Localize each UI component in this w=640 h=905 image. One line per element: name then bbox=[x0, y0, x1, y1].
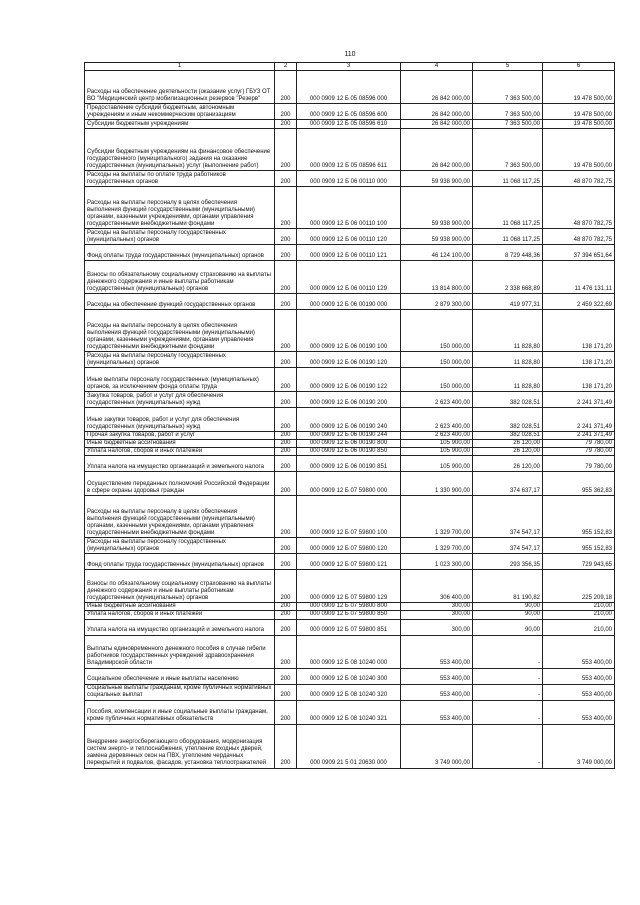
row-approved-amount: 300,00 bbox=[401, 603, 473, 611]
row-remaining-amount: 553 400,00 bbox=[543, 700, 615, 724]
row-budget-code: 200 bbox=[275, 432, 297, 440]
row-approved-amount: 2 623 400,00 bbox=[401, 392, 473, 408]
row-classification-code: 000 0909 12 Б 05 08596 600 bbox=[297, 104, 401, 120]
row-budget-code: 200 bbox=[275, 129, 297, 171]
row-budget-code: 200 bbox=[275, 171, 297, 187]
table-row bbox=[85, 684, 615, 700]
budget-table bbox=[84, 62, 615, 769]
row-budget-code: 200 bbox=[275, 104, 297, 120]
row-budget-code: 200 bbox=[275, 392, 297, 408]
row-classification-code: 000 0909 21 5 01 20630 000 bbox=[297, 724, 401, 768]
row-budget-code: 200 bbox=[275, 261, 297, 294]
row-executed-amount: - bbox=[473, 668, 543, 684]
row-budget-code: 200 bbox=[275, 440, 297, 448]
row-remaining-amount: 210,00 bbox=[543, 619, 615, 635]
row-classification-code: 000 0909 12 Б 06 00190 244 bbox=[297, 432, 401, 440]
table-row bbox=[85, 392, 615, 408]
row-approved-amount: 1 329 700,00 bbox=[401, 538, 473, 554]
table-row bbox=[85, 294, 615, 310]
row-classification-code: 000 0909 12 Б 08 10240 320 bbox=[297, 684, 401, 700]
table-row bbox=[85, 668, 615, 684]
row-approved-amount: 26 842 000,00 bbox=[401, 71, 473, 104]
row-executed-amount: 7 363 500,00 bbox=[473, 71, 543, 104]
row-description: Предоставление субсидий бюджетным, автономным учреждениям и иным некоммерческим организациям bbox=[85, 104, 275, 120]
table-row bbox=[85, 570, 615, 603]
row-description: Иные выплаты персоналу государственных (муниципальных) органов, за исключением фонда оплаты труда bbox=[85, 368, 275, 392]
table-row bbox=[85, 120, 615, 129]
row-approved-amount: 2 623 400,00 bbox=[401, 432, 473, 440]
row-description: Внедрение энергосберегающего оборудования, модернизация систем энерго- и теплоснабжения, утепление входных дверей, замена деревянных окон на ПВХ, утепление чердачных перекрытий и подвалов, фасадов, установка теплоотражателей bbox=[85, 724, 275, 768]
row-description: Уплата налога на имущество организаций и земельного налога bbox=[85, 619, 275, 635]
header-cell: 1 bbox=[85, 63, 275, 71]
row-approved-amount: 13 814 800,00 bbox=[401, 261, 473, 294]
row-classification-code: 000 0909 12 Б 07 59800 129 bbox=[297, 570, 401, 603]
row-approved-amount: 26 842 000,00 bbox=[401, 120, 473, 129]
row-approved-amount: 59 938 900,00 bbox=[401, 229, 473, 245]
table-row bbox=[85, 104, 615, 120]
table-row bbox=[85, 496, 615, 538]
row-description: Расходы на выплаты персоналу государственных (муниципальных) органов bbox=[85, 352, 275, 368]
row-approved-amount: 26 842 000,00 bbox=[401, 104, 473, 120]
row-remaining-amount: 955 152,83 bbox=[543, 538, 615, 554]
table-row bbox=[85, 635, 615, 668]
row-budget-code: 200 bbox=[275, 294, 297, 310]
row-approved-amount: 1 330 900,00 bbox=[401, 472, 473, 496]
row-executed-amount: 11 828,80 bbox=[473, 352, 543, 368]
row-remaining-amount: 3 749 000,00 bbox=[543, 724, 615, 768]
row-approved-amount: 1 329 700,00 bbox=[401, 496, 473, 538]
row-executed-amount: 7 363 500,00 bbox=[473, 104, 543, 120]
table-row bbox=[85, 129, 615, 171]
table-header-row bbox=[85, 63, 615, 71]
row-classification-code: 000 0909 12 Б 08 10240 000 bbox=[297, 635, 401, 668]
row-approved-amount: 2 623 400,00 bbox=[401, 408, 473, 432]
row-budget-code: 200 bbox=[275, 603, 297, 611]
row-budget-code: 200 bbox=[275, 120, 297, 129]
table-row bbox=[85, 187, 615, 229]
row-executed-amount: 8 729 448,36 bbox=[473, 245, 543, 261]
row-executed-amount: 11 828,80 bbox=[473, 368, 543, 392]
row-description: Расходы на обеспечение деятельности (оказание услуг) ГБУЗ ОТ ВО "Медицинский центр мобилизационных резервов "Резерв" bbox=[85, 71, 275, 104]
row-executed-amount: 90,00 bbox=[473, 603, 543, 611]
row-approved-amount: 553 400,00 bbox=[401, 684, 473, 700]
row-budget-code: 200 bbox=[275, 472, 297, 496]
row-classification-code: 000 0909 12 Б 06 00110 100 bbox=[297, 187, 401, 229]
row-approved-amount: 150 000,00 bbox=[401, 368, 473, 392]
row-classification-code: 000 0909 12 Б 08 10240 321 bbox=[297, 700, 401, 724]
table-row bbox=[85, 432, 615, 440]
row-classification-code: 000 0909 12 Б 06 00190 850 bbox=[297, 448, 401, 456]
row-budget-code: 200 bbox=[275, 570, 297, 603]
table-row bbox=[85, 408, 615, 432]
row-executed-amount: 374 547,17 bbox=[473, 538, 543, 554]
row-classification-code: 000 0909 12 Б 06 00110 129 bbox=[297, 261, 401, 294]
row-description: Взносы по обязательному социальному страхованию на выплаты денежного содержания и иные выплаты работникам государственных (муниципальных) органов bbox=[85, 570, 275, 603]
row-classification-code: 000 0909 12 Б 06 00190 800 bbox=[297, 440, 401, 448]
table-row bbox=[85, 472, 615, 496]
row-description: Расходы на выплаты персоналу государственных (муниципальных) органов bbox=[85, 229, 275, 245]
row-budget-code: 200 bbox=[275, 245, 297, 261]
row-remaining-amount: 138 171,20 bbox=[543, 368, 615, 392]
row-classification-code: 000 0909 12 Б 07 59800 851 bbox=[297, 619, 401, 635]
row-description: Социальные выплаты гражданам, кроме публичных нормативных социальных выплат bbox=[85, 684, 275, 700]
row-executed-amount: 11 068 117,25 bbox=[473, 187, 543, 229]
row-remaining-amount: 553 400,00 bbox=[543, 635, 615, 668]
row-classification-code: 000 0909 12 Б 07 59800 850 bbox=[297, 611, 401, 619]
row-executed-amount: 81 190,82 bbox=[473, 570, 543, 603]
row-description: Уплата налогов, сборов и иных платежей bbox=[85, 611, 275, 619]
table-row bbox=[85, 448, 615, 456]
row-remaining-amount: 79 780,00 bbox=[543, 456, 615, 472]
row-remaining-amount: 19 478 500,00 bbox=[543, 120, 615, 129]
row-remaining-amount: 210,00 bbox=[543, 603, 615, 611]
row-approved-amount: 105 900,00 bbox=[401, 448, 473, 456]
row-remaining-amount: 955 152,83 bbox=[543, 496, 615, 538]
table-row bbox=[85, 229, 615, 245]
row-approved-amount: 105 900,00 bbox=[401, 456, 473, 472]
row-approved-amount: 553 400,00 bbox=[401, 700, 473, 724]
row-classification-code: 000 0909 12 Б 06 00110 120 bbox=[297, 229, 401, 245]
row-description: Расходы на выплаты персоналу в целях обеспечения выполнения функций государственными (муниципальными) органами, казенными учреждениями, органами управления государственными внебюджетными фондами bbox=[85, 310, 275, 352]
header-cell: 5 bbox=[473, 63, 543, 71]
row-executed-amount: 90,00 bbox=[473, 619, 543, 635]
page-number: 110 bbox=[344, 51, 356, 58]
row-budget-code: 200 bbox=[275, 700, 297, 724]
header-cell: 6 bbox=[543, 63, 615, 71]
row-remaining-amount: 48 870 782,75 bbox=[543, 171, 615, 187]
row-description: Расходы на выплаты персоналу в целях обеспечения выполнения функций государственными (муниципальными) органами, казенными учреждениями, органами управления государственными внебюджетными фондами bbox=[85, 187, 275, 229]
row-executed-amount: 7 363 500,00 bbox=[473, 120, 543, 129]
table-row bbox=[85, 619, 615, 635]
row-executed-amount: 11 068 117,25 bbox=[473, 229, 543, 245]
row-executed-amount: - bbox=[473, 684, 543, 700]
row-remaining-amount: 225 209,18 bbox=[543, 570, 615, 603]
row-executed-amount: - bbox=[473, 635, 543, 668]
table-row bbox=[85, 724, 615, 768]
row-remaining-amount: 11 476 131,11 bbox=[543, 261, 615, 294]
row-approved-amount: 59 938 900,00 bbox=[401, 187, 473, 229]
row-description: Расходы на выплаты персоналу в целях обеспечения выполнения функций государственными (муниципальными) органами, казенными учреждениями, органами управления государственными внебюджетными фондами bbox=[85, 496, 275, 538]
row-budget-code: 200 bbox=[275, 684, 297, 700]
row-remaining-amount: 19 478 500,00 bbox=[543, 71, 615, 104]
row-description: Взносы по обязательному социальному страхованию на выплаты денежного содержания и иные выплаты работникам государственных (муниципальных) органов bbox=[85, 261, 275, 294]
row-budget-code: 200 bbox=[275, 352, 297, 368]
row-executed-amount: 11 068 117,25 bbox=[473, 171, 543, 187]
row-description: Уплата налога на имущество организаций и земельного налога bbox=[85, 456, 275, 472]
row-approved-amount: 150 000,00 bbox=[401, 352, 473, 368]
table-row bbox=[85, 352, 615, 368]
row-approved-amount: 46 124 100,00 bbox=[401, 245, 473, 261]
row-remaining-amount: 2 241 371,49 bbox=[543, 408, 615, 432]
row-description: Социальное обеспечение и иные выплаты населению bbox=[85, 668, 275, 684]
row-remaining-amount: 37 394 651,64 bbox=[543, 245, 615, 261]
row-budget-code: 200 bbox=[275, 229, 297, 245]
table-row bbox=[85, 245, 615, 261]
row-budget-code: 200 bbox=[275, 368, 297, 392]
row-remaining-amount: 79 780,00 bbox=[543, 440, 615, 448]
row-description: Расходы на выплаты персоналу государственных (муниципальных) органов bbox=[85, 538, 275, 554]
row-remaining-amount: 19 478 500,00 bbox=[543, 129, 615, 171]
row-approved-amount: 105 900,00 bbox=[401, 440, 473, 448]
row-description: Фонд оплаты труда государственных (муниципальных) органов bbox=[85, 554, 275, 570]
row-description: Закупка товаров, работ и услуг для обеспечения государственных (муниципальных) нужд bbox=[85, 392, 275, 408]
row-remaining-amount: 2 241 371,49 bbox=[543, 392, 615, 408]
row-description: Уплата налогов, сборов и иных платежей bbox=[85, 448, 275, 456]
row-classification-code: 000 0909 12 Б 06 00110 000 bbox=[297, 171, 401, 187]
row-description: Фонд оплаты труда государственных (муниципальных) органов bbox=[85, 245, 275, 261]
row-budget-code: 200 bbox=[275, 611, 297, 619]
row-executed-amount: 382 028,51 bbox=[473, 392, 543, 408]
row-executed-amount: - bbox=[473, 700, 543, 724]
row-classification-code: 000 0909 12 Б 07 59800 000 bbox=[297, 472, 401, 496]
row-classification-code: 000 0909 12 Б 07 59800 100 bbox=[297, 496, 401, 538]
table-row bbox=[85, 71, 615, 104]
row-classification-code: 000 0909 12 Б 06 00190 851 bbox=[297, 456, 401, 472]
row-remaining-amount: 79 780,00 bbox=[543, 448, 615, 456]
row-approved-amount: 553 400,00 bbox=[401, 635, 473, 668]
table-row bbox=[85, 538, 615, 554]
row-classification-code: 000 0909 12 Б 06 00110 121 bbox=[297, 245, 401, 261]
row-description: Субсидии бюджетным учреждениям bbox=[85, 120, 275, 129]
row-remaining-amount: 729 943,65 bbox=[543, 554, 615, 570]
row-approved-amount: 306 400,00 bbox=[401, 570, 473, 603]
row-description: Расходы на выплаты по оплате труда работников государственных органов bbox=[85, 171, 275, 187]
row-budget-code: 200 bbox=[275, 554, 297, 570]
row-executed-amount: 293 356,35 bbox=[473, 554, 543, 570]
row-description: Субсидии бюджетным учреждениям на финансовое обеспечение государственного (муниципального) задания на оказание государственных (муниципальных) услуг (выполнение работ) bbox=[85, 129, 275, 171]
row-description: Иные бюджетные ассигнования bbox=[85, 603, 275, 611]
row-classification-code: 000 0909 12 Б 06 00190 200 bbox=[297, 392, 401, 408]
row-description: Расходы на обеспечение функций государственных органов bbox=[85, 294, 275, 310]
row-executed-amount: 26 120,00 bbox=[473, 448, 543, 456]
row-classification-code: 000 0909 12 Б 07 59800 800 bbox=[297, 603, 401, 611]
row-classification-code: 000 0909 12 Б 07 59800 120 bbox=[297, 538, 401, 554]
row-classification-code: 000 0909 12 Б 06 00190 000 bbox=[297, 294, 401, 310]
row-remaining-amount: 2 241 371,49 bbox=[543, 432, 615, 440]
row-executed-amount: - bbox=[473, 724, 543, 768]
table-row bbox=[85, 611, 615, 619]
row-approved-amount: 59 938 900,00 bbox=[401, 171, 473, 187]
table-row bbox=[85, 700, 615, 724]
table-row bbox=[85, 554, 615, 570]
row-executed-amount: 374 637,17 bbox=[473, 472, 543, 496]
header-cell: 4 bbox=[401, 63, 473, 71]
row-description: Осуществление переданных полномочий Российской Федерации в сфере охраны здоровья граждан bbox=[85, 472, 275, 496]
row-classification-code: 000 0909 12 Б 06 00190 240 bbox=[297, 408, 401, 432]
row-approved-amount: 1 023 300,00 bbox=[401, 554, 473, 570]
row-executed-amount: 382 028,51 bbox=[473, 408, 543, 432]
row-description: Иные закупки товаров, работ и услуг для обеспечения государственных (муниципальных) нужд bbox=[85, 408, 275, 432]
row-classification-code: 000 0909 12 Б 05 08596 000 bbox=[297, 71, 401, 104]
table-row bbox=[85, 368, 615, 392]
row-approved-amount: 300,00 bbox=[401, 619, 473, 635]
table-row bbox=[85, 440, 615, 448]
row-budget-code: 200 bbox=[275, 668, 297, 684]
row-classification-code: 000 0909 12 Б 05 08596 610 bbox=[297, 120, 401, 129]
table-row bbox=[85, 456, 615, 472]
row-remaining-amount: 48 870 782,75 bbox=[543, 229, 615, 245]
row-remaining-amount: 955 362,83 bbox=[543, 472, 615, 496]
row-remaining-amount: 138 171,20 bbox=[543, 310, 615, 352]
row-remaining-amount: 138 171,20 bbox=[543, 352, 615, 368]
row-executed-amount: 26 120,00 bbox=[473, 456, 543, 472]
table-row bbox=[85, 261, 615, 294]
row-budget-code: 200 bbox=[275, 635, 297, 668]
row-classification-code: 000 0909 12 Б 06 00190 120 bbox=[297, 352, 401, 368]
row-classification-code: 000 0909 12 Б 06 00190 122 bbox=[297, 368, 401, 392]
row-remaining-amount: 48 870 782,75 bbox=[543, 187, 615, 229]
row-approved-amount: 553 400,00 bbox=[401, 668, 473, 684]
row-executed-amount: 374 547,17 bbox=[473, 496, 543, 538]
row-budget-code: 200 bbox=[275, 456, 297, 472]
row-approved-amount: 300,00 bbox=[401, 611, 473, 619]
row-approved-amount: 2 879 300,00 bbox=[401, 294, 473, 310]
row-executed-amount: 7 363 500,00 bbox=[473, 129, 543, 171]
row-budget-code: 200 bbox=[275, 408, 297, 432]
row-budget-code: 200 bbox=[275, 71, 297, 104]
row-description: Иные бюджетные ассигнования bbox=[85, 440, 275, 448]
row-budget-code: 200 bbox=[275, 448, 297, 456]
table-row bbox=[85, 171, 615, 187]
row-remaining-amount: 19 478 500,00 bbox=[543, 104, 615, 120]
row-executed-amount: 26 120,00 bbox=[473, 440, 543, 448]
row-budget-code: 200 bbox=[275, 538, 297, 554]
row-executed-amount: 382 028,51 bbox=[473, 432, 543, 440]
row-description: Прочая закупка товаров, работ и услуг bbox=[85, 432, 275, 440]
row-budget-code: 200 bbox=[275, 619, 297, 635]
row-classification-code: 000 0909 12 Б 06 00190 100 bbox=[297, 310, 401, 352]
row-approved-amount: 150 000,00 bbox=[401, 310, 473, 352]
row-budget-code: 200 bbox=[275, 310, 297, 352]
row-remaining-amount: 2 459 322,69 bbox=[543, 294, 615, 310]
row-classification-code: 000 0909 12 Б 05 08596 611 bbox=[297, 129, 401, 171]
row-budget-code: 200 bbox=[275, 496, 297, 538]
header-cell: 2 bbox=[275, 63, 297, 71]
row-description: Пособия, компенсации и иные социальные выплаты гражданам, кроме публичных нормативных обязательств bbox=[85, 700, 275, 724]
row-remaining-amount: 553 400,00 bbox=[543, 668, 615, 684]
table-row bbox=[85, 603, 615, 611]
row-remaining-amount: 210,00 bbox=[543, 611, 615, 619]
row-executed-amount: 90,00 bbox=[473, 611, 543, 619]
row-executed-amount: 11 828,80 bbox=[473, 310, 543, 352]
row-budget-code: 200 bbox=[275, 187, 297, 229]
row-budget-code: 200 bbox=[275, 724, 297, 768]
row-executed-amount: 2 338 668,89 bbox=[473, 261, 543, 294]
row-executed-amount: 419 977,31 bbox=[473, 294, 543, 310]
table-row bbox=[85, 310, 615, 352]
row-description: Выплаты единовременного денежного пособия в случае гибели работников государственных учреждений здравоохранения Владимирской области bbox=[85, 635, 275, 668]
row-approved-amount: 3 749 000,00 bbox=[401, 724, 473, 768]
row-classification-code: 000 0909 12 Б 07 59800 121 bbox=[297, 554, 401, 570]
row-classification-code: 000 0909 12 Б 08 10240 300 bbox=[297, 668, 401, 684]
row-remaining-amount: 553 400,00 bbox=[543, 684, 615, 700]
row-approved-amount: 26 842 000,00 bbox=[401, 129, 473, 171]
header-cell: 3 bbox=[297, 63, 401, 71]
